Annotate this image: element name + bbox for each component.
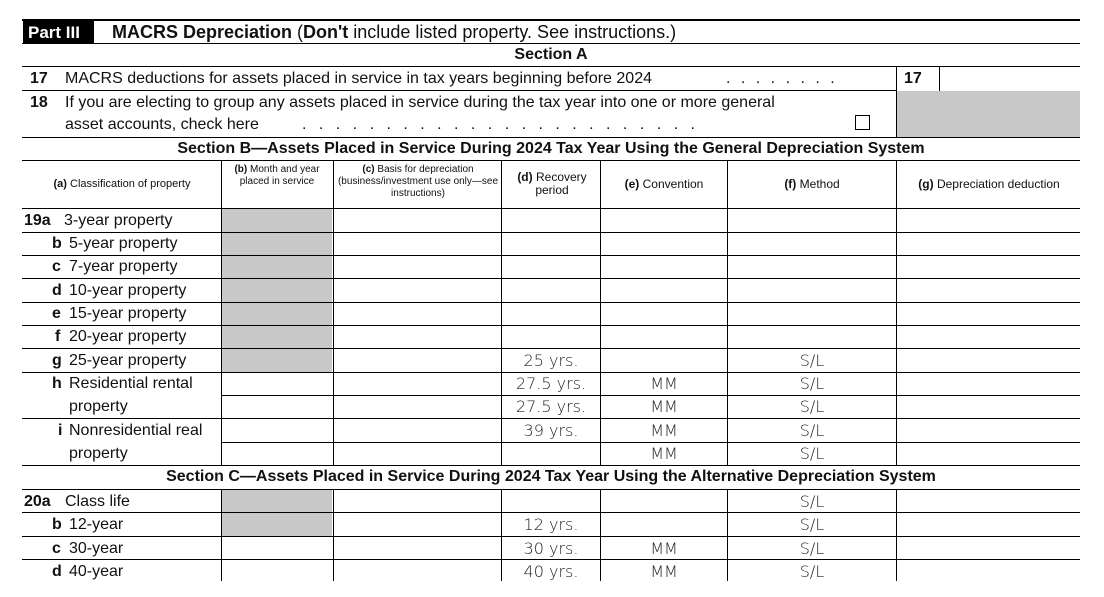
- row-19c-number: c: [52, 258, 61, 275]
- row-19a-label: 3-year property: [64, 212, 173, 229]
- row-20a-number: 20a: [24, 493, 51, 510]
- row-19b-label: 5-year property: [69, 235, 178, 252]
- section-a-heading: Section A: [514, 46, 588, 63]
- row-19i2-method: S/L: [799, 444, 825, 463]
- line-18-number: 18: [30, 94, 48, 111]
- line-18-checkbox[interactable]: [855, 115, 870, 130]
- row-20c-method: S/L: [799, 539, 825, 558]
- row-20b-recovery: 12 yrs.: [523, 515, 579, 534]
- line-18-dots: . . . . . . . . . . . . . . . . . . . . . . . .: [302, 116, 699, 133]
- col-header-d: [506, 171, 598, 197]
- row-20a-label: Class life: [65, 493, 130, 510]
- col-header-c: [337, 164, 499, 200]
- row-19g-label: 25-year property: [69, 352, 187, 369]
- col-header-c-letter: (c): [362, 164, 375, 175]
- line-17-amount-field[interactable]: [940, 67, 1080, 91]
- row-19i-number: i: [58, 422, 63, 439]
- row-19i2-label: property: [69, 445, 128, 462]
- row-19h-number: h: [52, 375, 62, 392]
- row-20a-method: S/L: [799, 492, 825, 511]
- row-19c-label: 7-year property: [69, 258, 178, 275]
- col-header-b: [223, 164, 331, 188]
- col-header-b-label: Month and year placed in service: [239, 164, 320, 187]
- col-header-g-letter: (g): [918, 177, 934, 191]
- col-header-b-letter: (b): [234, 164, 248, 175]
- col-header-d-letter: (d): [517, 170, 533, 184]
- col-header-f-label: Method: [799, 177, 840, 191]
- row-19i-recovery: 39 yrs.: [523, 421, 579, 440]
- row-19i-method: S/L: [799, 421, 825, 440]
- row-20d-recovery: 40 yrs.: [523, 562, 579, 581]
- col-header-a-label: Classification of property: [70, 178, 191, 190]
- part-title: MACRS Depreciation: [112, 22, 293, 42]
- col-header-a: [24, 178, 220, 190]
- section-c-heading: Section C—Assets Placed in Service During 2024 Tax Year Using the Alternative Depreciation System: [166, 468, 936, 485]
- line-17-text: MACRS deductions for assets placed in service in tax years beginning before 2024: [65, 70, 652, 87]
- row-20c-label: 30-year: [69, 540, 124, 557]
- row-20d-label: 40-year: [69, 563, 124, 580]
- row-19g-number: g: [52, 352, 62, 369]
- col-header-e-label: Convention: [642, 177, 704, 191]
- row-19h-method: S/L: [799, 374, 825, 393]
- row-19h2-label: property: [69, 398, 128, 415]
- col-header-g-label: Depreciation deduction: [936, 177, 1060, 191]
- line-18-text-1: If you are electing to group any assets placed in service during the tax year into one or more general: [65, 94, 775, 111]
- row-19h-recovery: 27.5 yrs.: [515, 374, 587, 393]
- row-19h2-convention: MM: [650, 397, 678, 416]
- row-19f-number: f: [55, 328, 61, 345]
- part-badge: [23, 21, 94, 43]
- part-badge-label: Part III: [28, 23, 80, 42]
- line-17-dots: . . . . . . . .: [726, 70, 838, 87]
- row-20b-method: S/L: [799, 515, 825, 534]
- row-20b-label: 12-year: [69, 516, 124, 533]
- row-19g-recovery: 25 yrs.: [523, 351, 579, 370]
- col-header-f: [730, 178, 894, 190]
- row-19h2-recovery: 27.5 yrs.: [515, 397, 587, 416]
- row-19a-number: 19a: [24, 212, 51, 229]
- col-header-e-letter: (e): [624, 177, 640, 191]
- row-20d-number: d: [52, 563, 62, 580]
- row-19d-label: 10-year property: [69, 282, 187, 299]
- row-19f-label: 20-year property: [69, 328, 187, 345]
- row-20c-convention: MM: [650, 539, 678, 558]
- col-header-e: [603, 178, 725, 190]
- row-20c-number: c: [52, 540, 61, 557]
- row-19d-number: d: [52, 282, 62, 299]
- row-19i2-convention: MM: [650, 444, 678, 463]
- col-header-f-letter: (f): [784, 177, 797, 191]
- row-19i-label: Nonresidential real: [69, 422, 203, 439]
- row-19g-method: S/L: [799, 351, 825, 370]
- shaded-cells-20-b: [222, 490, 332, 536]
- row-19e-number: e: [52, 305, 61, 322]
- col-header-c-label: Basis for depreciation (business/investment use only—see instructions): [337, 164, 499, 199]
- col-header-d-label: Recovery period: [535, 170, 587, 197]
- row-19h-convention: MM: [650, 374, 678, 393]
- row-20b-number: b: [52, 516, 62, 533]
- line-17-number: 17: [30, 70, 48, 87]
- row-19i-convention: MM: [650, 421, 678, 440]
- line-18-shaded-cell: [897, 91, 1080, 137]
- row-20c-recovery: 30 yrs.: [523, 539, 579, 558]
- row-19h-label: Residential rental: [69, 375, 193, 392]
- part-note-rest: include listed property. See instructions.): [348, 22, 677, 42]
- line-17-box-label: 17: [904, 70, 922, 87]
- col-header-g: [899, 178, 1079, 190]
- row-19e-label: 15-year property: [69, 305, 187, 322]
- part-note-open: (: [292, 22, 304, 42]
- row-19b-number: b: [52, 235, 62, 252]
- part-title-line: [112, 23, 676, 41]
- section-b-heading: Section B—Assets Placed in Service During 2024 Tax Year Using the General Depreciation System: [177, 140, 925, 157]
- col-header-a-letter: (a): [53, 178, 67, 190]
- row-20d-convention: MM: [650, 562, 678, 581]
- row-19h2-method: S/L: [799, 397, 825, 416]
- row-20d-method: S/L: [799, 562, 825, 581]
- part-note-bold: Don't: [303, 22, 349, 42]
- line-18-text-2: asset accounts, check here: [65, 116, 259, 133]
